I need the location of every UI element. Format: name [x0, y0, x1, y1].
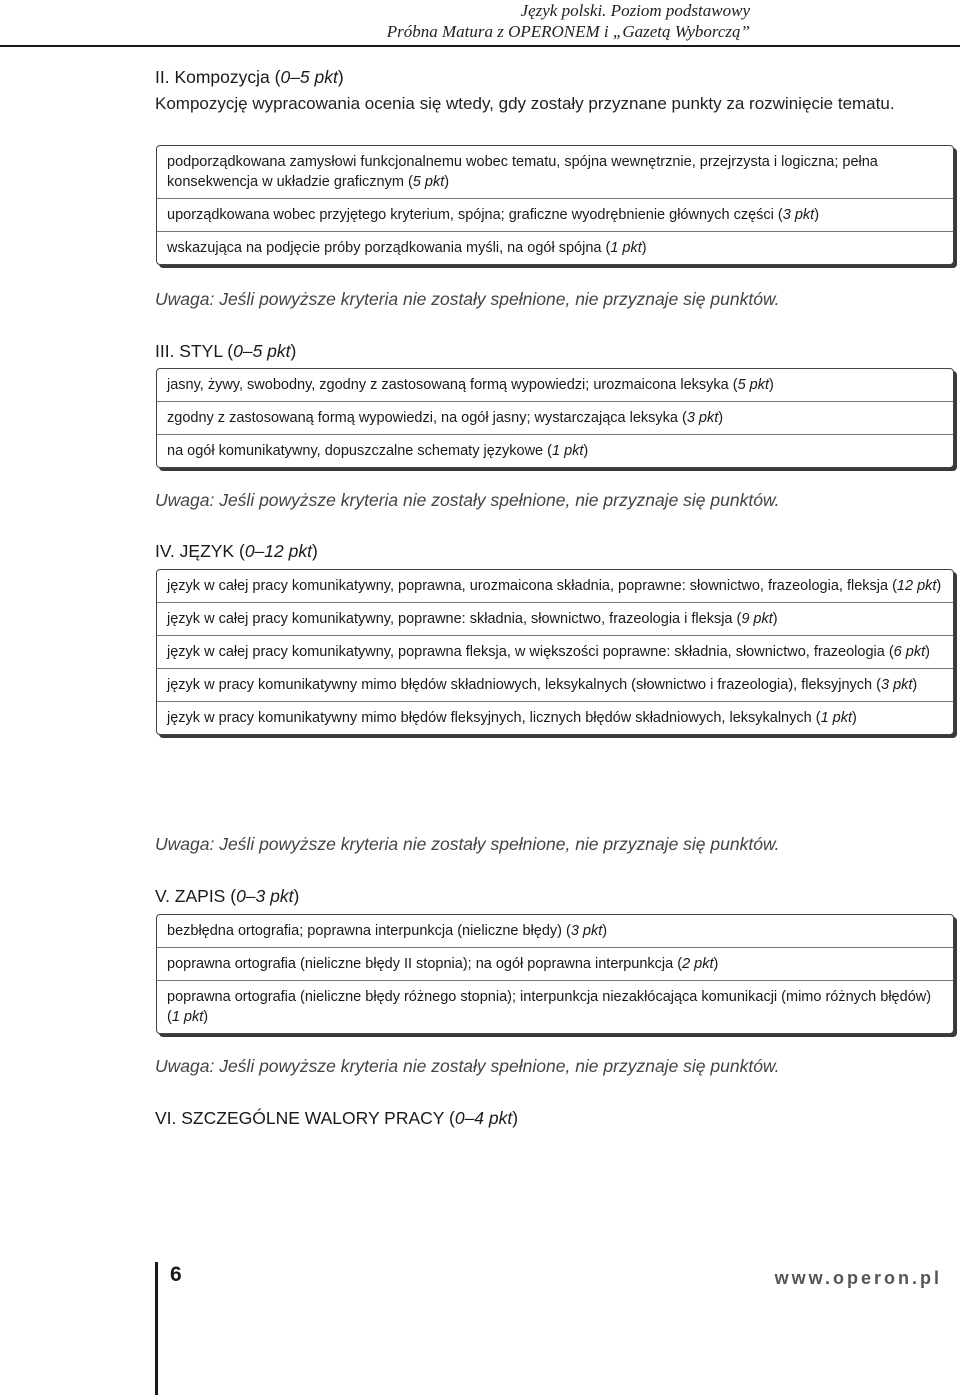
section-intro-kompozycja: Kompozycję wypracowania ocenia się wtedy, gdy zostały przyznane punkty za rozwinięcie tematu. [155, 94, 895, 113]
criteria-row: język w całej pracy komunikatywny, poprawne: składnia, słownictwo, frazeologia i fleksja (9 pkt) [157, 603, 953, 636]
page-number: 6 [170, 1263, 182, 1286]
criteria-row: uporządkowana wobec przyjętego kryterium, spójna; graficzne wyodrębnienie głównych części (3 pkt) [157, 199, 953, 232]
section-title-styl: III. STYL (0–5 pkt) [155, 341, 297, 361]
header-subject: Język polski. Poziom podstawowy [520, 1, 750, 20]
criteria-row: na ogół komunikatywny, dopuszczalne schematy językowe (1 pkt) [167, 443, 589, 459]
note-styl: Uwaga: Jeśli powyższe kryteria nie zostały spełnione, nie przyznaje się punktów. [155, 490, 780, 510]
header-exam-title: Próbna Matura z OPERONEM i „Gazetą Wyborczą” [386, 22, 750, 41]
criteria-row: poprawna ortografia (nieliczne błędy II stopnia); na ogół poprawna interpunkcja (2 pkt) [157, 948, 953, 981]
criteria-row: język w pracy komunikatywny mimo błędów fleksyjnych, licznych błędów składniowych, leksykalnych (1 pkt) [167, 710, 857, 726]
criteria-row: poprawna ortografia (nieliczne błędy różnego stopnia); interpunkcja niezakłócająca komunikacji (mimo różnych błędów) (1 pkt) [167, 989, 932, 1025]
criteria-list [156, 569, 954, 735]
criteria-box-jezyk [156, 569, 954, 735]
criteria-row: język w pracy komunikatywny mimo błędów składniowych, leksykalnych (słownictwo i frazeologia), fleksyjnych (3 pkt) [157, 669, 953, 702]
criteria-list [156, 914, 954, 1034]
criteria-box-zapis [156, 914, 954, 1034]
criteria-row: język w całej pracy komunikatywny, poprawna fleksja, w większości poprawne: składnia, słownictwo, frazeologia (6 pkt) [157, 636, 953, 669]
criteria-row: bezbłędna ortografia; poprawna interpunkcja (nieliczne błędy) (3 pkt) [157, 915, 953, 948]
criteria-list [156, 145, 954, 265]
header-rule [0, 45, 960, 47]
website-link[interactable]: www.operon.pl [774, 1268, 942, 1288]
criteria-row: język w całej pracy komunikatywny, poprawna, urozmaicona składnia, poprawne: słownictwo, frazeologia, fleksja (12 pkt) [157, 570, 953, 603]
section-title-zapis: V. ZAPIS (0–3 pkt) [155, 886, 300, 906]
note-zapis: Uwaga: Jeśli powyższe kryteria nie zostały spełnione, nie przyznaje się punktów. [155, 1056, 780, 1076]
criteria-row: jasny, żywy, swobodny, zgodny z zastosowaną formą wypowiedzi; urozmaicona leksyka (5 pkt) [157, 369, 953, 402]
section-title-kompozycja: II. Kompozycja (0–5 pkt) [155, 67, 344, 87]
section-title-walory: VI. SZCZEGÓLNE WALORY PRACY (0–4 pkt) [155, 1108, 519, 1128]
page-header [387, 0, 750, 42]
criteria-list [156, 368, 954, 468]
criteria-row: zgodny z zastosowaną formą wypowiedzi, na ogół jasny; wystarczająca leksyka (3 pkt) [157, 402, 953, 435]
note-jezyk: Uwaga: Jeśli powyższe kryteria nie zostały spełnione, nie przyznaje się punktów. [155, 834, 780, 854]
criteria-box-kompozycja [156, 145, 954, 265]
footer-rule [155, 1262, 158, 1395]
criteria-row: podporządkowana zamysłowi funkcjonalnemu wobec tematu, spójna wewnętrznie, przejrzysta i logiczna; pełna konsekwencja w układzie graficznym (5 pkt) [157, 146, 953, 199]
criteria-box-styl [156, 368, 954, 468]
note-kompozycja: Uwaga: Jeśli powyższe kryteria nie zostały spełnione, nie przyznaje się punktów. [155, 289, 780, 309]
section-title-jezyk: IV. JĘZYK (0–12 pkt) [155, 541, 318, 561]
criteria-row: wskazująca na podjęcie próby porządkowania myśli, na ogół spójna (1 pkt) [167, 240, 647, 256]
